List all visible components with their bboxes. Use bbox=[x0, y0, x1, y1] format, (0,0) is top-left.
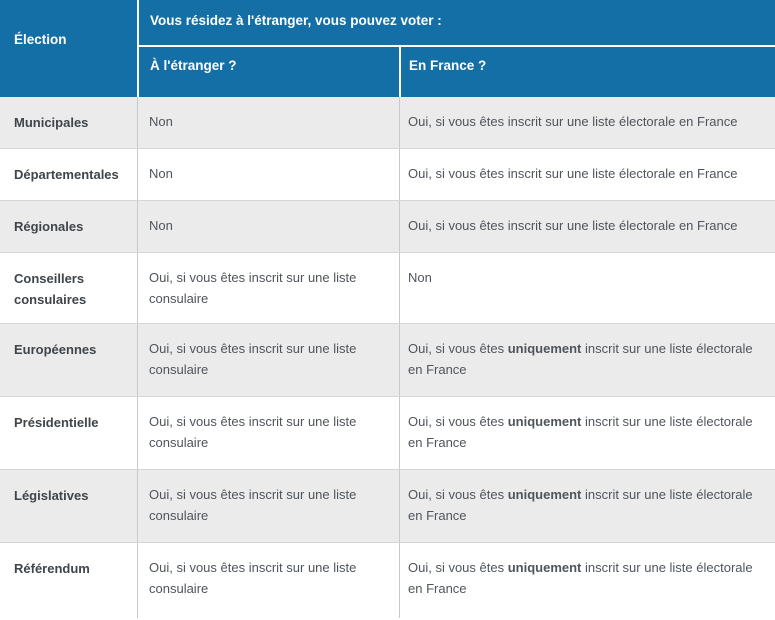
table-row-europeennes bbox=[0, 323, 775, 396]
abroad-cell: Non bbox=[137, 201, 399, 252]
header-cell-france: En France ? bbox=[401, 47, 775, 97]
header-cell-election: Élection bbox=[0, 0, 137, 97]
france-text-bold: uniquement bbox=[507, 487, 582, 502]
table-header bbox=[0, 0, 775, 97]
france-text: Non bbox=[408, 270, 432, 285]
france-cell bbox=[399, 470, 775, 542]
france-text: Oui, si vous êtes bbox=[408, 341, 508, 356]
abroad-cell: Oui, si vous êtes inscrit sur une liste consulaire bbox=[137, 543, 399, 618]
election-label: Référendum bbox=[14, 561, 90, 576]
table-row-regionales bbox=[0, 200, 775, 252]
france-cell bbox=[399, 397, 775, 469]
france-cell bbox=[399, 97, 775, 148]
election-label: Régionales bbox=[14, 219, 84, 234]
france-text: Oui, si vous êtes bbox=[408, 487, 508, 502]
table-row-referendum bbox=[0, 542, 775, 618]
france-cell bbox=[399, 201, 775, 252]
france-cell bbox=[399, 324, 775, 396]
election-label: Européennes bbox=[14, 342, 97, 357]
election-label: Présidentielle bbox=[14, 415, 99, 430]
france-text-bold: uniquement bbox=[507, 341, 582, 356]
france-text: Oui, si vous êtes inscrit sur une liste électorale en France bbox=[408, 166, 738, 181]
france-cell bbox=[399, 149, 775, 200]
abroad-cell: Non bbox=[137, 97, 399, 148]
abroad-cell: Oui, si vous êtes inscrit sur une liste consulaire bbox=[137, 470, 399, 542]
abroad-cell: Oui, si vous êtes inscrit sur une liste consulaire bbox=[137, 397, 399, 469]
abroad-cell: Oui, si vous êtes inscrit sur une liste consulaire bbox=[137, 253, 399, 323]
election-label: Conseillers consulaires bbox=[14, 271, 87, 307]
france-text: Oui, si vous êtes bbox=[408, 414, 508, 429]
table-row-departementales bbox=[0, 148, 775, 200]
header-cell-abroad: À l'étranger ? bbox=[139, 47, 399, 97]
france-text-bold: uniquement bbox=[507, 414, 582, 429]
france-text: Oui, si vous êtes inscrit sur une liste électorale en France bbox=[408, 218, 738, 233]
election-label: Départementales bbox=[14, 167, 119, 182]
france-cell bbox=[399, 253, 775, 323]
table-body bbox=[0, 97, 775, 618]
table-row-conseillers-consulaires bbox=[0, 252, 775, 323]
table-row-legislatives bbox=[0, 469, 775, 542]
france-text-suffix: inscrit sur une liste électorale en France bbox=[408, 487, 753, 523]
france-text-suffix: inscrit sur une liste électorale en France bbox=[408, 414, 753, 450]
table-row-presidentielle bbox=[0, 396, 775, 469]
election-label: Municipales bbox=[14, 115, 89, 130]
france-text-suffix: inscrit sur une liste électorale en France bbox=[408, 341, 753, 377]
election-label: Législatives bbox=[14, 488, 89, 503]
france-text: Oui, si vous êtes bbox=[408, 560, 508, 575]
table-row-municipales bbox=[0, 97, 775, 148]
france-text: Oui, si vous êtes inscrit sur une liste électorale en France bbox=[408, 114, 738, 129]
abroad-cell: Oui, si vous êtes inscrit sur une liste consulaire bbox=[137, 324, 399, 396]
france-text-bold: uniquement bbox=[507, 560, 582, 575]
abroad-cell: Non bbox=[137, 149, 399, 200]
france-text-suffix: inscrit sur une liste électorale en France bbox=[408, 560, 753, 596]
header-cell-residency: Vous résidez à l'étranger, vous pouvez voter : bbox=[139, 0, 775, 45]
france-cell bbox=[399, 543, 775, 618]
